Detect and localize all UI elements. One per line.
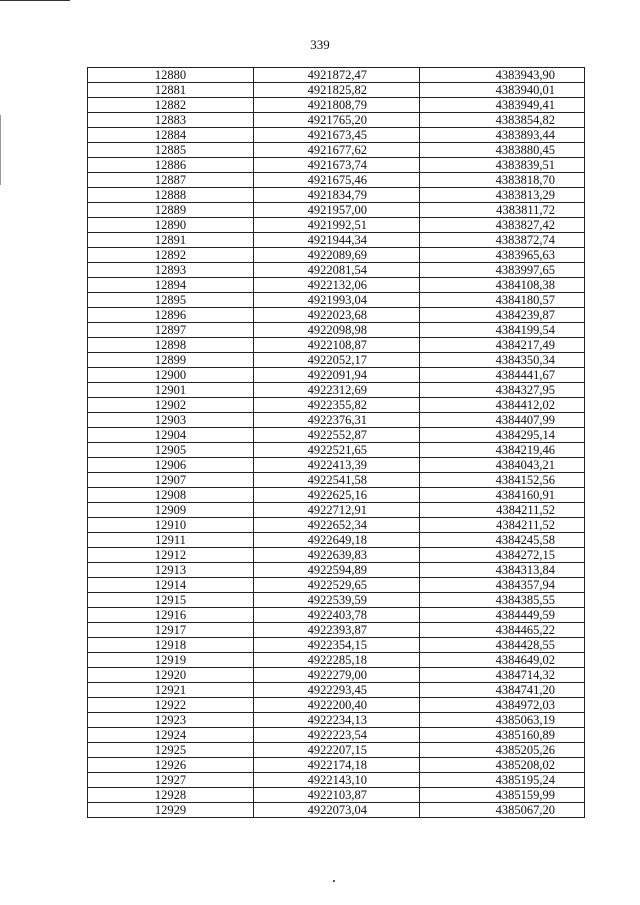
coordinate-y-cell: 4384211,52	[420, 518, 585, 533]
coordinate-y-cell: 4384245,58	[420, 533, 585, 548]
coordinate-y-cell: 4384385,55	[420, 593, 585, 608]
coordinate-y-cell: 4385195,24	[420, 773, 585, 788]
coordinate-x-cell: 4921673,74	[254, 158, 420, 173]
coordinate-x-cell: 4921765,20	[254, 113, 420, 128]
coordinate-y-cell: 4384714,32	[420, 668, 585, 683]
table-row	[88, 803, 585, 818]
coordinate-x-cell: 4922081,54	[254, 263, 420, 278]
coordinate-x-cell: 4922312,69	[254, 383, 420, 398]
point-number-cell: 12911	[88, 533, 254, 548]
coordinate-x-cell: 4922552,87	[254, 428, 420, 443]
coordinate-y-cell: 4385208,02	[420, 758, 585, 773]
coordinate-x-cell: 4922207,15	[254, 743, 420, 758]
coordinate-y-cell: 4385159,99	[420, 788, 585, 803]
table-row	[88, 668, 585, 683]
table-row	[88, 278, 585, 293]
point-number-cell: 12906	[88, 458, 254, 473]
table-row	[88, 248, 585, 263]
table-row	[88, 263, 585, 278]
point-number-cell: 12928	[88, 788, 254, 803]
point-number-cell: 12893	[88, 263, 254, 278]
point-number-cell: 12894	[88, 278, 254, 293]
coordinates-table-container	[87, 67, 584, 818]
table-row	[88, 698, 585, 713]
coordinate-x-cell: 4922403,78	[254, 608, 420, 623]
coordinate-y-cell: 4385067,20	[420, 803, 585, 818]
table-row	[88, 503, 585, 518]
coordinate-y-cell: 4383893,44	[420, 128, 585, 143]
coordinate-x-cell: 4922712,91	[254, 503, 420, 518]
point-number-cell: 12921	[88, 683, 254, 698]
coordinate-y-cell: 4383811,72	[420, 203, 585, 218]
table-row	[88, 113, 585, 128]
coordinate-y-cell: 4384295,14	[420, 428, 585, 443]
coordinate-y-cell: 4383940,01	[420, 83, 585, 98]
coordinate-x-cell: 4921944,34	[254, 233, 420, 248]
table-row	[88, 83, 585, 98]
point-number-cell: 12887	[88, 173, 254, 188]
point-number-cell: 12880	[88, 68, 254, 83]
table-row	[88, 158, 585, 173]
table-row	[88, 413, 585, 428]
coordinates-table-body	[88, 68, 585, 818]
coordinate-y-cell: 4384350,34	[420, 353, 585, 368]
scan-speck	[333, 880, 335, 882]
coordinate-y-cell: 4384649,02	[420, 653, 585, 668]
coordinate-x-cell: 4922293,45	[254, 683, 420, 698]
coordinate-y-cell: 4384741,20	[420, 683, 585, 698]
coordinate-y-cell: 4384108,38	[420, 278, 585, 293]
coordinate-y-cell: 4384272,15	[420, 548, 585, 563]
table-row	[88, 473, 585, 488]
point-number-cell: 12889	[88, 203, 254, 218]
table-row	[88, 308, 585, 323]
coordinate-y-cell: 4384313,84	[420, 563, 585, 578]
coordinate-y-cell: 4384217,49	[420, 338, 585, 353]
point-number-cell: 12914	[88, 578, 254, 593]
coordinate-y-cell: 4384152,56	[420, 473, 585, 488]
coordinate-y-cell: 4384043,21	[420, 458, 585, 473]
point-number-cell: 12925	[88, 743, 254, 758]
coordinate-x-cell: 4921825,82	[254, 83, 420, 98]
table-row	[88, 218, 585, 233]
coordinate-y-cell: 4383827,42	[420, 218, 585, 233]
table-row	[88, 743, 585, 758]
coordinate-x-cell: 4922285,18	[254, 653, 420, 668]
table-row	[88, 518, 585, 533]
point-number-cell: 12892	[88, 248, 254, 263]
point-number-cell: 12890	[88, 218, 254, 233]
table-row	[88, 608, 585, 623]
coordinate-x-cell: 4922234,13	[254, 713, 420, 728]
coordinates-table	[87, 67, 585, 818]
point-number-cell: 12895	[88, 293, 254, 308]
point-number-cell: 12905	[88, 443, 254, 458]
coordinate-x-cell: 4922091,94	[254, 368, 420, 383]
point-number-cell: 12908	[88, 488, 254, 503]
coordinate-x-cell: 4922354,15	[254, 638, 420, 653]
table-row	[88, 533, 585, 548]
coordinate-x-cell: 4922355,82	[254, 398, 420, 413]
table-row	[88, 458, 585, 473]
point-number-cell: 12896	[88, 308, 254, 323]
coordinate-x-cell: 4922376,31	[254, 413, 420, 428]
coordinate-y-cell: 4384211,52	[420, 503, 585, 518]
table-row	[88, 548, 585, 563]
coordinate-y-cell: 4383949,41	[420, 98, 585, 113]
point-number-cell: 12881	[88, 83, 254, 98]
point-number-cell: 12920	[88, 668, 254, 683]
point-number-cell: 12884	[88, 128, 254, 143]
point-number-cell: 12927	[88, 773, 254, 788]
table-row	[88, 383, 585, 398]
coordinate-y-cell: 4384239,87	[420, 308, 585, 323]
coordinate-x-cell: 4921673,45	[254, 128, 420, 143]
point-number-cell: 12882	[88, 98, 254, 113]
coordinate-x-cell: 4922023,68	[254, 308, 420, 323]
table-row	[88, 128, 585, 143]
coordinate-x-cell: 4921834,79	[254, 188, 420, 203]
table-row	[88, 323, 585, 338]
point-number-cell: 12915	[88, 593, 254, 608]
coordinate-x-cell: 4922279,00	[254, 668, 420, 683]
table-row	[88, 428, 585, 443]
coordinate-y-cell: 4383965,63	[420, 248, 585, 263]
table-row	[88, 713, 585, 728]
coordinate-y-cell: 4385205,26	[420, 743, 585, 758]
point-number-cell: 12897	[88, 323, 254, 338]
coordinate-y-cell: 4384972,03	[420, 698, 585, 713]
scan-edge-mark	[0, 115, 1, 185]
coordinate-x-cell: 4922174,18	[254, 758, 420, 773]
table-row	[88, 728, 585, 743]
point-number-cell: 12904	[88, 428, 254, 443]
coordinate-x-cell: 4922089,69	[254, 248, 420, 263]
table-row	[88, 173, 585, 188]
coordinate-x-cell: 4922652,34	[254, 518, 420, 533]
table-row	[88, 203, 585, 218]
table-row	[88, 68, 585, 83]
table-row	[88, 488, 585, 503]
coordinate-y-cell: 4384441,67	[420, 368, 585, 383]
table-row	[88, 143, 585, 158]
coordinate-x-cell: 4921872,47	[254, 68, 420, 83]
coordinate-y-cell: 4383872,74	[420, 233, 585, 248]
coordinate-x-cell: 4922639,83	[254, 548, 420, 563]
coordinate-y-cell: 4385160,89	[420, 728, 585, 743]
coordinate-y-cell: 4384407,99	[420, 413, 585, 428]
point-number-cell: 12926	[88, 758, 254, 773]
point-number-cell: 12888	[88, 188, 254, 203]
point-number-cell: 12898	[88, 338, 254, 353]
table-row	[88, 98, 585, 113]
table-row	[88, 653, 585, 668]
coordinate-x-cell: 4921675,46	[254, 173, 420, 188]
point-number-cell: 12886	[88, 158, 254, 173]
coordinate-x-cell: 4921957,00	[254, 203, 420, 218]
table-row	[88, 788, 585, 803]
point-number-cell: 12902	[88, 398, 254, 413]
coordinate-x-cell: 4921677,62	[254, 143, 420, 158]
point-number-cell: 12901	[88, 383, 254, 398]
coordinate-y-cell: 4383839,51	[420, 158, 585, 173]
coordinate-y-cell: 4384199,54	[420, 323, 585, 338]
point-number-cell: 12883	[88, 113, 254, 128]
coordinate-y-cell: 4383854,82	[420, 113, 585, 128]
coordinate-y-cell: 4383813,29	[420, 188, 585, 203]
table-row	[88, 338, 585, 353]
coordinate-y-cell: 4383818,70	[420, 173, 585, 188]
point-number-cell: 12900	[88, 368, 254, 383]
table-row	[88, 683, 585, 698]
table-row	[88, 233, 585, 248]
page-number: 339	[310, 37, 330, 52]
coordinate-x-cell: 4922073,04	[254, 803, 420, 818]
coordinate-x-cell: 4922200,40	[254, 698, 420, 713]
table-row	[88, 623, 585, 638]
point-number-cell: 12919	[88, 653, 254, 668]
coordinate-x-cell: 4922594,89	[254, 563, 420, 578]
coordinate-x-cell: 4922098,98	[254, 323, 420, 338]
coordinate-x-cell: 4921993,04	[254, 293, 420, 308]
point-number-cell: 12923	[88, 713, 254, 728]
coordinate-x-cell: 4922413,39	[254, 458, 420, 473]
coordinate-y-cell: 4384219,46	[420, 443, 585, 458]
table-row	[88, 398, 585, 413]
point-number-cell: 12918	[88, 638, 254, 653]
coordinate-x-cell: 4922143,10	[254, 773, 420, 788]
coordinate-x-cell: 4922103,87	[254, 788, 420, 803]
coordinate-x-cell: 4921992,51	[254, 218, 420, 233]
coordinate-x-cell: 4922529,65	[254, 578, 420, 593]
coordinate-y-cell: 4383997,65	[420, 263, 585, 278]
table-row	[88, 593, 585, 608]
point-number-cell: 12916	[88, 608, 254, 623]
coordinate-x-cell: 4921808,79	[254, 98, 420, 113]
coordinate-x-cell: 4922223,54	[254, 728, 420, 743]
table-row	[88, 638, 585, 653]
coordinate-x-cell: 4922539,59	[254, 593, 420, 608]
coordinate-y-cell: 4384327,95	[420, 383, 585, 398]
table-row	[88, 353, 585, 368]
point-number-cell: 12903	[88, 413, 254, 428]
coordinate-y-cell: 4385063,19	[420, 713, 585, 728]
point-number-cell: 12922	[88, 698, 254, 713]
coordinate-x-cell: 4922541,58	[254, 473, 420, 488]
table-row	[88, 368, 585, 383]
coordinate-x-cell: 4922108,87	[254, 338, 420, 353]
table-row	[88, 578, 585, 593]
point-number-cell: 12929	[88, 803, 254, 818]
coordinate-x-cell: 4922625,16	[254, 488, 420, 503]
table-row	[88, 443, 585, 458]
coordinate-y-cell: 4383943,90	[420, 68, 585, 83]
coordinate-y-cell: 4383880,45	[420, 143, 585, 158]
table-row	[88, 758, 585, 773]
coordinate-x-cell: 4922132,06	[254, 278, 420, 293]
table-row	[88, 293, 585, 308]
coordinate-y-cell: 4384465,22	[420, 623, 585, 638]
coordinate-y-cell: 4384160,91	[420, 488, 585, 503]
point-number-cell: 12899	[88, 353, 254, 368]
point-number-cell: 12907	[88, 473, 254, 488]
coordinate-y-cell: 4384357,94	[420, 578, 585, 593]
point-number-cell: 12885	[88, 143, 254, 158]
point-number-cell: 12909	[88, 503, 254, 518]
point-number-cell: 12917	[88, 623, 254, 638]
table-row	[88, 188, 585, 203]
table-row	[88, 563, 585, 578]
point-number-cell: 12924	[88, 728, 254, 743]
coordinate-y-cell: 4384180,57	[420, 293, 585, 308]
coordinate-x-cell: 4922521,65	[254, 443, 420, 458]
coordinate-y-cell: 4384412,02	[420, 398, 585, 413]
point-number-cell: 12910	[88, 518, 254, 533]
coordinate-y-cell: 4384428,55	[420, 638, 585, 653]
point-number-cell: 12891	[88, 233, 254, 248]
coordinate-x-cell: 4922393,87	[254, 623, 420, 638]
coordinate-y-cell: 4384449,59	[420, 608, 585, 623]
scan-edge-mark	[0, 0, 70, 1]
point-number-cell: 12913	[88, 563, 254, 578]
coordinate-x-cell: 4922052,17	[254, 353, 420, 368]
table-row	[88, 773, 585, 788]
coordinate-x-cell: 4922649,18	[254, 533, 420, 548]
point-number-cell: 12912	[88, 548, 254, 563]
